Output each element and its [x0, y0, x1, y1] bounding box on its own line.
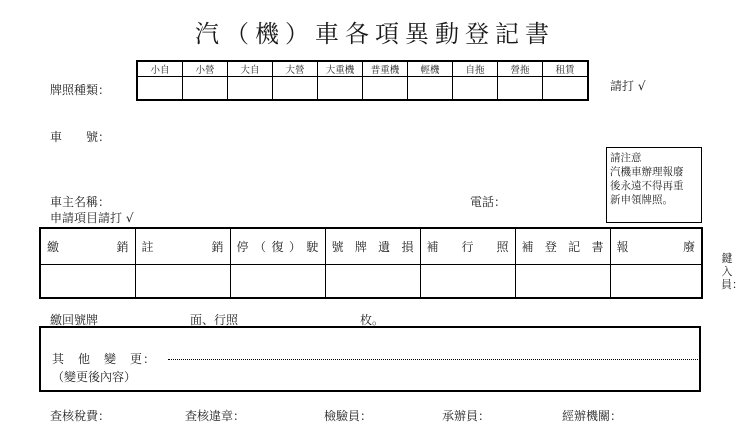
- form-title: 汽（機）車各項異動登記書: [195, 20, 555, 48]
- return-plate-label: 繳回號牌: [50, 313, 99, 327]
- apply-item-checkbox[interactable]: [515, 264, 610, 298]
- plate-type-checkbox[interactable]: [408, 77, 453, 101]
- handler-label: 承辦員：: [442, 409, 491, 423]
- car-number-label: 車 號：: [50, 130, 111, 144]
- violation-check-label: 查核違章：: [185, 409, 246, 423]
- plate-type-checkbox[interactable]: [363, 77, 408, 101]
- apply-item-header: 補 行 照: [420, 228, 515, 264]
- apply-items-label: 申請項目請打 √: [50, 211, 134, 225]
- plate-type-label: 牌照種類：: [50, 83, 111, 97]
- notice-line: 汽機車辦理報廢: [610, 166, 684, 178]
- plate-type-header: 小營: [183, 61, 228, 77]
- phone-label: 電話：: [470, 195, 507, 209]
- apply-item-checkbox[interactable]: [610, 264, 702, 298]
- apply-item-checkbox[interactable]: [420, 264, 515, 298]
- notice-line: 後永遠不得再重: [610, 180, 684, 192]
- plate-type-header: 大重機: [318, 61, 363, 77]
- apply-item-header: 補 登 記 書: [515, 228, 610, 264]
- plate-type-checkbox[interactable]: [183, 77, 228, 101]
- apply-item-header: 繳 銷: [40, 228, 135, 264]
- plate-type-header: 小自: [137, 61, 183, 77]
- keyer-label-text: 鍵入員：: [721, 252, 743, 291]
- return-license-label: 面、行照: [190, 313, 239, 327]
- check-instruction: 請打 √: [610, 79, 646, 93]
- plate-type-checkbox[interactable]: [137, 77, 183, 101]
- notice-box: [606, 147, 702, 223]
- plate-type-header: 大自: [228, 61, 273, 77]
- apply-item-checkbox[interactable]: [40, 264, 135, 298]
- plate-type-checkbox[interactable]: [228, 77, 273, 101]
- apply-items-table: [39, 227, 703, 299]
- plate-type-header: 租賃: [543, 61, 589, 77]
- plate-type-header: 普重機: [363, 61, 408, 77]
- other-changes-sublabel: （變更後內容）: [52, 370, 137, 384]
- apply-item-header: 停 （ 復 ） 駛: [230, 228, 325, 264]
- apply-item-checkbox[interactable]: [230, 264, 325, 298]
- apply-item-header: 註 銷: [135, 228, 230, 264]
- apply-item-header: 號 牌 遺 損: [325, 228, 420, 264]
- plate-type-checkbox[interactable]: [318, 77, 363, 101]
- plate-type-checkbox[interactable]: [273, 77, 318, 101]
- other-changes-label: 其 他 變 更：: [52, 352, 157, 366]
- plate-type-checkbox[interactable]: [543, 77, 589, 101]
- tax-check-label: 查核稅費：: [50, 409, 111, 423]
- keyer-label: [721, 252, 743, 291]
- apply-item-header: 報 廢: [610, 228, 702, 264]
- plate-type-header: 大營: [273, 61, 318, 77]
- plate-type-checkbox[interactable]: [498, 77, 543, 101]
- plate-type-header: 輕機: [408, 61, 453, 77]
- agency-label: 經辦機關：: [562, 409, 623, 423]
- apply-item-checkbox[interactable]: [325, 264, 420, 298]
- notice-line: 新申領牌照。: [610, 194, 673, 206]
- apply-item-checkbox[interactable]: [135, 264, 230, 298]
- owner-name-label: 車主名稱：: [50, 195, 111, 209]
- inspector-label: 檢驗員：: [324, 409, 373, 423]
- other-changes-line: [168, 359, 700, 360]
- plate-type-header: 自拖: [453, 61, 498, 77]
- plate-type-table: [136, 60, 589, 101]
- notice-line: 請注意: [610, 152, 642, 164]
- plate-type-checkbox[interactable]: [453, 77, 498, 101]
- return-count-label: 枚。: [360, 313, 385, 327]
- plate-type-header: 營拖: [498, 61, 543, 77]
